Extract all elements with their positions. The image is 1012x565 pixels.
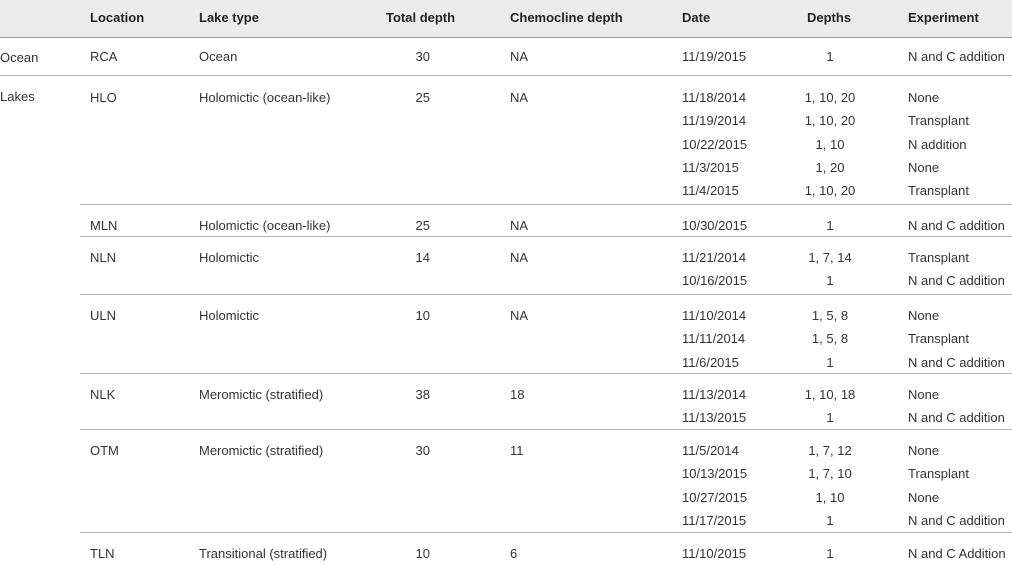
date-list — [682, 45, 746, 68]
row-divider — [80, 532, 1012, 533]
lake-type-cell: Holomictic (ocean-like) — [199, 218, 331, 233]
sample-experiment: None — [908, 159, 940, 175]
depths-list — [780, 86, 880, 202]
sample-depths: 1, 10, 20 — [804, 90, 856, 105]
sample-experiment: None — [908, 308, 940, 323]
experiment-list — [908, 383, 1005, 430]
location-cell: OTM — [90, 443, 119, 458]
sample-experiment: Transplant — [908, 183, 969, 199]
chemocline-depth-cell: 18 — [510, 387, 525, 402]
chemocline-depth-cell: NA — [510, 49, 529, 64]
sample-date: 10/16/2015 — [682, 273, 748, 289]
date-list — [682, 304, 746, 374]
sample-date: 11/10/2014 — [682, 308, 747, 323]
depths-list — [780, 214, 880, 237]
chemocline-depth-cell: NA — [510, 90, 529, 105]
sample-experiment: N and C addition — [908, 218, 1005, 233]
header-date: Date — [682, 10, 711, 25]
experiment-list — [908, 439, 1005, 532]
total-depth-cell: 30 — [415, 443, 430, 458]
sample-date: 11/17/2015 — [682, 512, 747, 528]
total-depth-cell: 10 — [415, 308, 430, 323]
sample-date: 10/22/2015 — [682, 136, 748, 152]
sample-depths: 1, 10 — [815, 136, 845, 152]
chemocline-depth-cell: 6 — [510, 546, 518, 561]
sample-depths: 1, 20 — [815, 159, 845, 175]
sample-depths: 1 — [826, 512, 834, 528]
sample-experiment: Transplant — [908, 113, 969, 129]
sample-depths: 1, 10, 20 — [804, 183, 856, 199]
lake-type-cell: Meromictic (stratified) — [199, 443, 324, 458]
experiment-list — [908, 45, 1005, 68]
sample-date: 11/19/2014 — [682, 113, 747, 129]
sample-depths: 1, 7, 14 — [808, 250, 852, 265]
lake-type-cell: Holomictic — [199, 250, 259, 265]
chemocline-depth-cell: NA — [510, 250, 529, 265]
header-lake-type: Lake type — [199, 10, 259, 25]
sample-experiment: N and C addition — [908, 512, 1005, 528]
lake-type-cell: Transitional (stratified) — [199, 546, 328, 561]
sample-date: 11/18/2014 — [682, 90, 747, 105]
sample-depths: 1 — [826, 410, 834, 426]
sample-date: 11/13/2014 — [682, 387, 747, 402]
sample-experiment: None — [908, 489, 940, 505]
sample-depths: 1, 5, 8 — [811, 308, 849, 323]
sample-experiment: N and C addition — [908, 354, 1005, 370]
sample-depths: 1, 7, 12 — [808, 443, 852, 458]
sample-experiment: Transplant — [908, 466, 969, 482]
total-depth-cell: 14 — [415, 250, 430, 265]
row-divider — [0, 75, 1012, 76]
sample-date: 10/13/2015 — [682, 466, 748, 482]
lake-type-cell: Holomictic — [199, 308, 259, 323]
sample-depths: 1 — [826, 546, 834, 561]
sample-date: 11/11/2014 — [682, 331, 746, 347]
sample-experiment: N and C addition — [908, 49, 1005, 64]
experiment-list — [908, 214, 1005, 237]
header-total-depth: Total depth — [386, 10, 456, 25]
sample-experiment: N and C Addition — [908, 546, 1006, 561]
sample-depths: 1 — [826, 49, 834, 64]
chemocline-depth-cell: NA — [510, 308, 529, 323]
sample-experiment: None — [908, 443, 940, 458]
chemocline-depth-cell: NA — [510, 218, 529, 233]
sample-depths: 1, 10, 20 — [804, 113, 856, 129]
sample-depths: 1, 5, 8 — [811, 331, 849, 347]
depths-list — [780, 439, 880, 532]
sample-depths: 1 — [826, 218, 834, 233]
total-depth-cell: 25 — [415, 90, 430, 105]
sample-experiment: None — [908, 90, 940, 105]
table-header — [0, 0, 1012, 38]
date-list — [682, 246, 747, 293]
sample-experiment: N addition — [908, 136, 967, 152]
total-depth-cell: 30 — [415, 49, 430, 64]
sample-experiment: N and C addition — [908, 410, 1005, 426]
location-cell: MLN — [90, 218, 118, 233]
sample-experiment: Transplant — [908, 250, 969, 265]
header-depths: Depths — [807, 10, 852, 25]
group-label-lakes: Lakes — [0, 89, 35, 104]
sample-depths: 1 — [826, 354, 834, 370]
depths-list — [780, 542, 880, 565]
depths-list — [780, 383, 880, 430]
sample-date: 11/13/2015 — [682, 410, 747, 426]
lake-type-cell: Meromictic (stratified) — [199, 387, 324, 402]
location-cell: NLK — [90, 387, 116, 402]
sample-depths: 1, 10, 18 — [804, 387, 856, 402]
depths-list — [780, 246, 880, 293]
depths-list — [780, 304, 880, 374]
sample-date: 10/27/2015 — [682, 489, 748, 505]
row-divider — [80, 204, 1012, 205]
header-location: Location — [90, 10, 145, 25]
date-list — [682, 439, 747, 532]
total-depth-cell: 10 — [415, 546, 430, 561]
experiment-list — [908, 542, 1006, 565]
experiment-list — [908, 86, 969, 202]
row-divider — [80, 236, 1012, 237]
lake-type-cell: Ocean — [199, 49, 238, 64]
experiment-list — [908, 304, 1005, 374]
sample-depths: 1, 7, 10 — [808, 466, 852, 482]
sample-date: 11/10/2015 — [682, 546, 747, 561]
sample-date: 10/30/2015 — [682, 218, 748, 233]
location-cell: RCA — [90, 49, 118, 64]
sample-date: 11/19/2015 — [682, 49, 747, 64]
sample-depths: 1, 10 — [815, 489, 845, 505]
date-list — [682, 383, 746, 430]
sample-date: 11/4/2015 — [682, 183, 739, 199]
group-label-ocean: Ocean — [0, 50, 39, 65]
sample-experiment: N and C addition — [908, 273, 1005, 289]
total-depth-cell: 38 — [415, 387, 430, 402]
sample-experiment: Transplant — [908, 331, 969, 347]
sample-date: 11/6/2015 — [682, 354, 739, 370]
sample-date: 11/3/2015 — [682, 159, 739, 175]
location-cell: TLN — [90, 546, 115, 561]
experiment-list — [908, 246, 1005, 293]
row-divider — [80, 429, 1012, 430]
sample-date: 11/5/2014 — [682, 443, 739, 458]
row-divider — [80, 294, 1012, 295]
location-cell: HLO — [90, 90, 117, 105]
location-cell: NLN — [90, 250, 117, 265]
sample-date: 11/21/2014 — [682, 250, 747, 265]
total-depth-cell: 25 — [415, 218, 430, 233]
date-list — [682, 86, 747, 202]
date-list — [682, 214, 747, 237]
header-experiment: Experiment — [908, 10, 979, 25]
date-list — [682, 542, 746, 565]
row-divider — [80, 373, 1012, 374]
location-cell: ULN — [90, 308, 117, 323]
chemocline-depth-cell: 11 — [510, 443, 524, 458]
lake-type-cell: Holomictic (ocean-like) — [199, 90, 331, 105]
header-chemocline-depth: Chemocline depth — [510, 10, 623, 25]
sample-depths: 1 — [826, 273, 834, 289]
depths-list — [780, 45, 880, 68]
sample-experiment: None — [908, 387, 940, 402]
